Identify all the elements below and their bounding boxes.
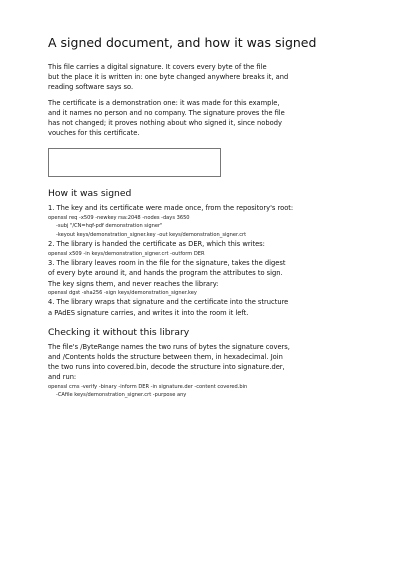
step-3 [48, 258, 318, 297]
signature-field[interactable] [48, 148, 221, 177]
certificate-note-line: vouches for this certificate. [48, 129, 140, 138]
step-text: The key signs them, and never reaches the library: [48, 279, 219, 288]
intro-line: reading software says so. [48, 83, 134, 92]
step-text: 2. The library is handed the certificate as DER, which this writes: [48, 240, 265, 249]
certificate-note-paragraph [48, 98, 318, 139]
checking-line: the two runs into covered.bin, decode the structure into signature.der, [48, 363, 285, 372]
step-text: 1. The key and its certificate were made once, from the repository's root: [48, 204, 294, 213]
step-4 [48, 297, 318, 317]
command-line: -keyout keys/demonstration_signer.key -out keys/demonstration_signer.crt [56, 231, 247, 238]
step-1 [48, 203, 318, 239]
document-page [48, 34, 318, 400]
certificate-note-line: The certificate is a demonstration one: it was made for this example, [48, 98, 280, 107]
document-title: A signed document, and how it was signed [48, 35, 317, 50]
certificate-note-line: and it names no person and no company. The signature proves the file [48, 108, 285, 117]
intro-paragraph [48, 62, 318, 93]
intro-line: but the place it is written in: one byte changed anywhere breaks it, and [48, 73, 289, 82]
step-text: 4. The library wraps that signature and the certificate into the structure [48, 298, 289, 307]
intro-line: This file carries a digital signature. It covers every byte of the file [48, 63, 267, 71]
command-line: openssl cms -verify -binary -inform DER -in signature.der -content covered.bin [48, 383, 248, 390]
command-line: openssl req -x509 -newkey rsa:2048 -nodes -days 3650 [48, 214, 190, 221]
checking-line: and /Contents holds the structure between them, in hexadecimal. Join [48, 353, 283, 362]
checking-paragraph [48, 342, 318, 400]
step-text: a PAdES signature carries, and writes it into the room it left. [48, 308, 249, 317]
checking-line: The file's /ByteRange names the two runs of bytes the signature covers, [48, 342, 290, 351]
step-text: 3. The library leaves room in the file for the signature, takes the digest [48, 259, 286, 268]
step-text: of every byte around it, and hands the program the attributes to sign. [48, 269, 283, 278]
checking-line: and run: [48, 373, 77, 382]
command-line: openssl dgst -sha256 -sign keys/demonstration_signer.key [48, 289, 197, 296]
command-line: -CAfile keys/demonstration_signer.crt -purpose any [56, 392, 187, 399]
section-heading-checking: Checking it without this library [48, 326, 190, 338]
section-heading-how-signed: How it was signed [48, 188, 132, 200]
command-line: -subj "/CN=hqf-pdf demonstration signer" [56, 223, 163, 230]
command-line: openssl x509 -in keys/demonstration_signer.crt -outform DER [48, 250, 205, 257]
step-2 [48, 239, 318, 258]
certificate-note-line: has not changed; it proves nothing about who signed it, since nobody [48, 119, 282, 128]
